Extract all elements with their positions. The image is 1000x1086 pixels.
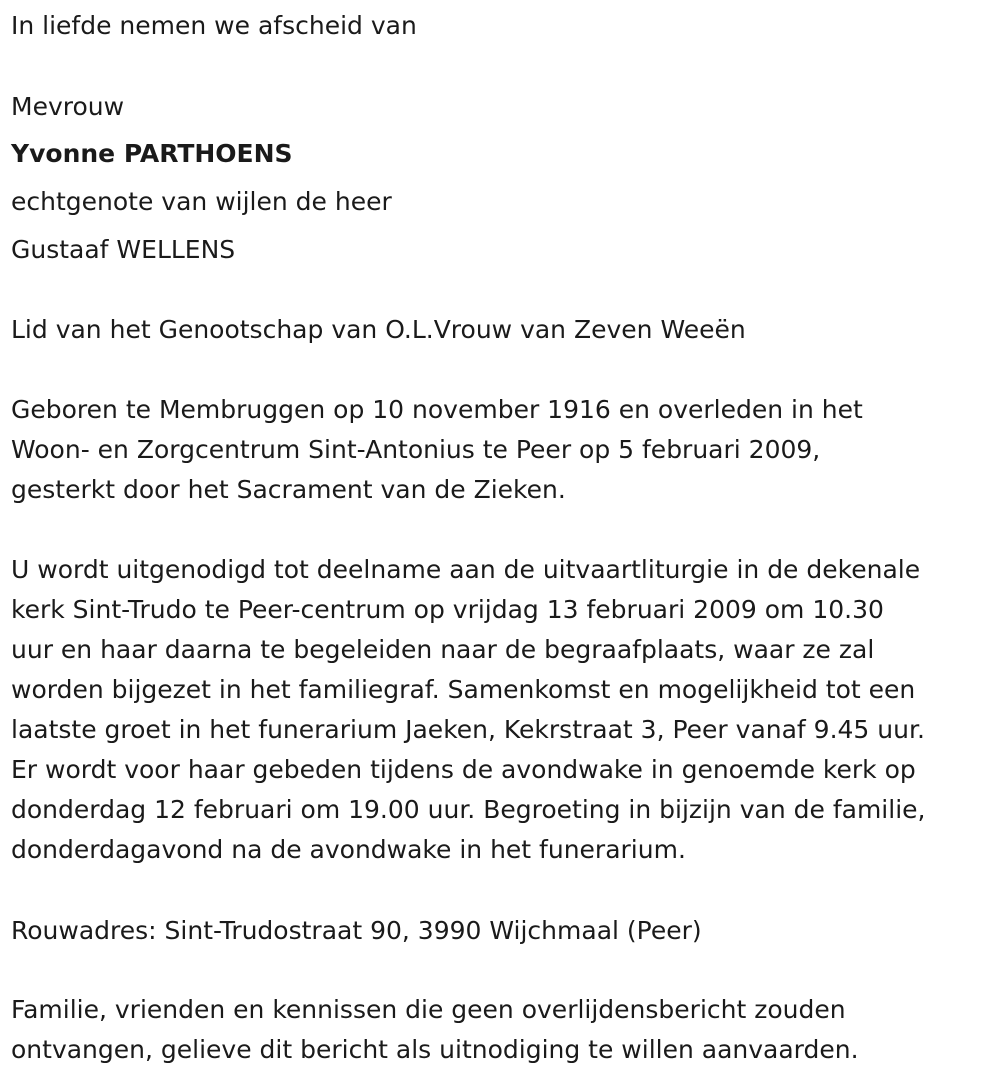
paragraph-line: U wordt uitgenodigd tot deelname aan de uitvaartliturgie in de dekenale xyxy=(11,555,921,584)
paragraph-line: laatste groet in het funerarium Jaeken, Kekrstraat 3, Peer vanaf 9.45 uur. xyxy=(11,715,925,744)
paragraph-line: Familie, vrienden en kennissen die geen overlijdensbericht zouden xyxy=(11,995,846,1024)
funeral-paragraph xyxy=(11,550,996,870)
paragraph-line: uur en haar daarna te begeleiden naar de begraafplaats, waar ze zal xyxy=(11,635,875,664)
paragraph-line: gesterkt door het Sacrament van de Zieken. xyxy=(11,475,566,504)
paragraph-line: Woon- en Zorgcentrum Sint-Antonius te Peer op 5 februari 2009, xyxy=(11,435,821,464)
paragraph-line: worden bijgezet in het familiegraf. Samenkomst en mogelijkheid tot een xyxy=(11,675,916,704)
paragraph-line: ontvangen, gelieve dit bericht als uitnodiging te willen aanvaarden. xyxy=(11,1035,859,1064)
deceased-name: Yvonne PARTHOENS xyxy=(11,139,293,168)
intro-text: In liefde nemen we afscheid van xyxy=(11,11,417,40)
paragraph-line: donderdagavond na de avondwake in het funerarium. xyxy=(11,835,686,864)
salutation: Mevrouw xyxy=(11,92,125,121)
paragraph-line: donderdag 12 februari om 19.00 uur. Begroeting in bijzijn van de familie, xyxy=(11,795,926,824)
membership-text: Lid van het Genootschap van O.L.Vrouw van Zeven Weeën xyxy=(11,315,746,344)
mourning-address: Rouwadres: Sint-Trudostraat 90, 3990 Wijchmaal (Peer) xyxy=(11,916,702,945)
closing-paragraph xyxy=(11,990,996,1070)
paragraph-line: Er wordt voor haar gebeden tijdens de avondwake in genoemde kerk op xyxy=(11,755,916,784)
spouse-label: echtgenote van wijlen de heer xyxy=(11,187,392,216)
spouse-name: Gustaaf WELLENS xyxy=(11,235,236,264)
birth-death-paragraph xyxy=(11,390,996,510)
paragraph-line: kerk Sint-Trudo te Peer-centrum op vrijdag 13 februari 2009 om 10.30 xyxy=(11,595,884,624)
paragraph-line: Geboren te Membruggen op 10 november 1916 en overleden in het xyxy=(11,395,863,424)
